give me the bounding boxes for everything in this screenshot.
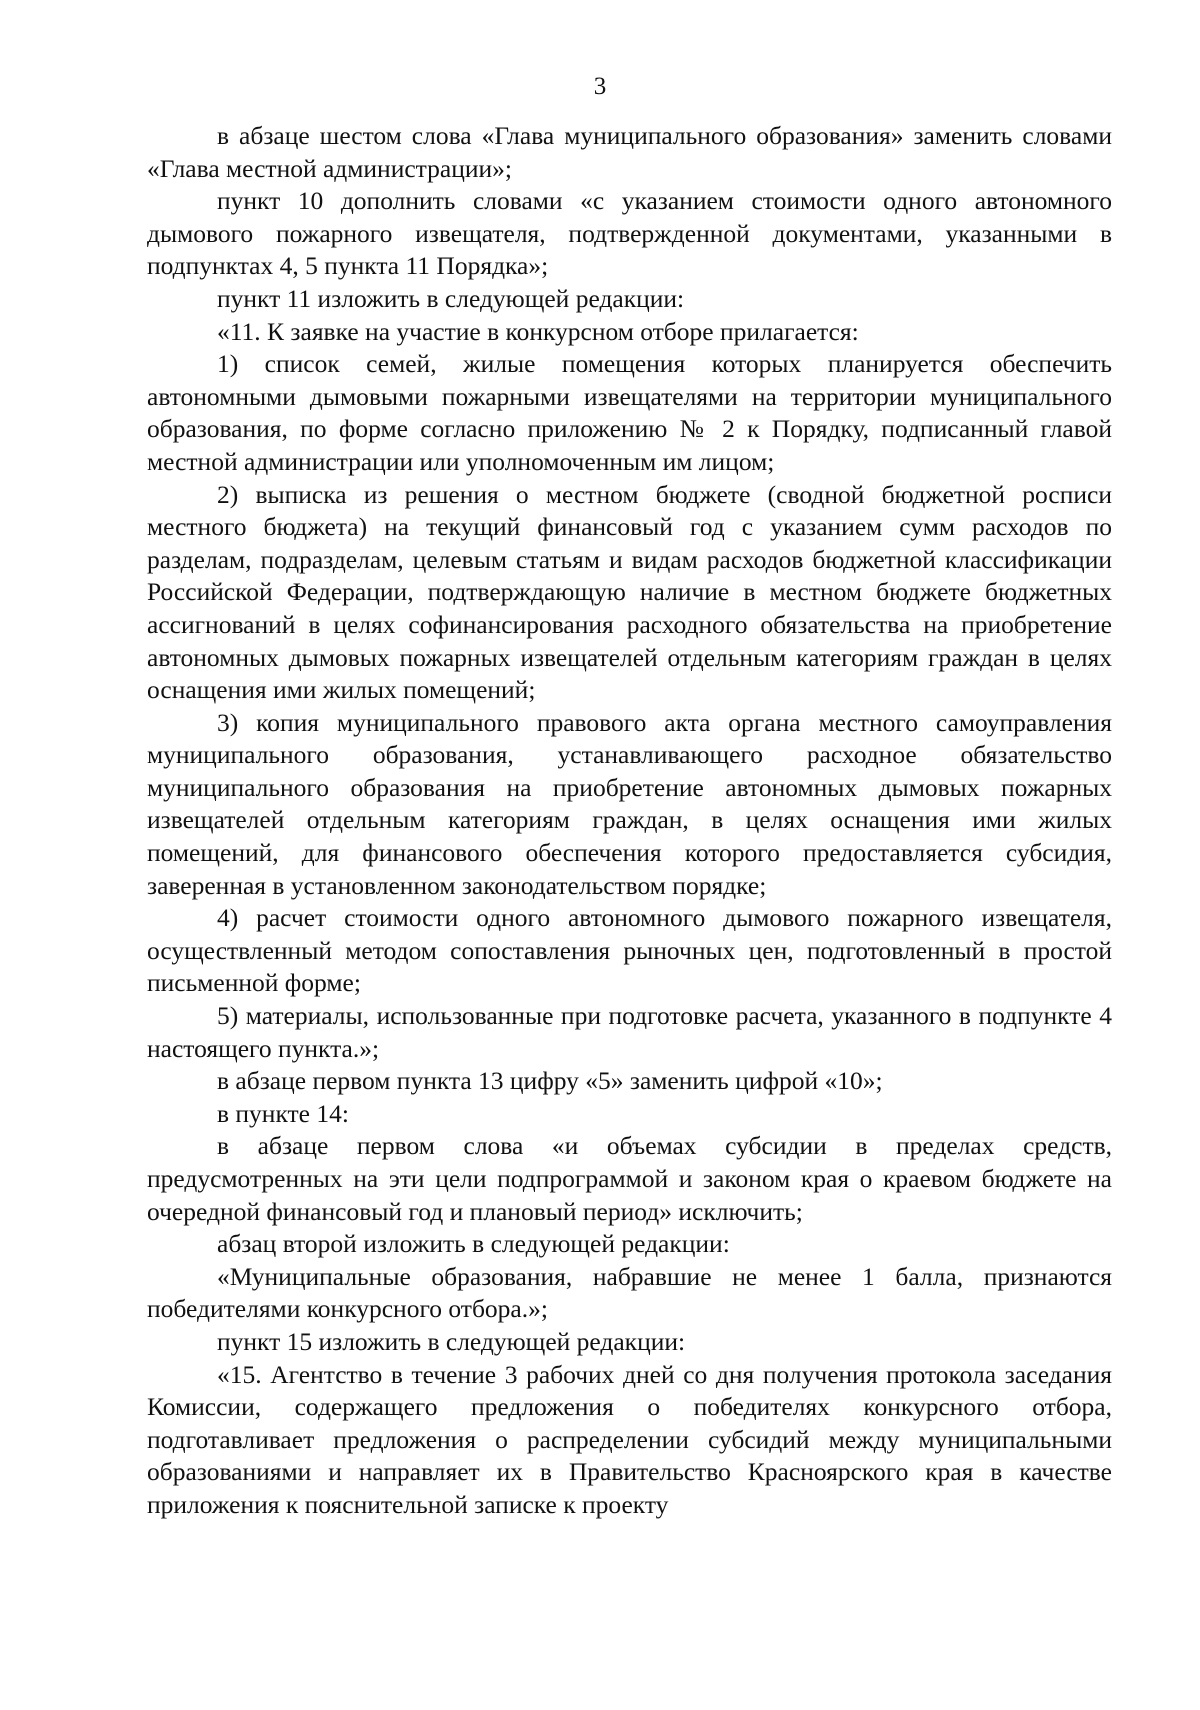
list-item-2: 2) выписка из решения о местном бюджете (сводной бюджетной росписи местного бюджета) на текущий финансовый год с указанием сумм расходов по разделам, подразделам, целевым статьям и видам расходов бюджетной классификации Российской Федерации, подтверждающую наличие в местном бюджете бюджетных ассигнований в целях софинансирования расходного обязательства на приобретение автономных дымовых пожарных извещателей отдельным категориям граждан в целях оснащения ими жилых помещений; — [147, 479, 1112, 705]
paragraph-last: «15. Агентство в течение 3 рабочих дней со дня получения протокола заседания Комиссии, содержащего предложения о победителях конкурсного отбора, подготавливает предложения о распределении субсидий между муниципальными образованиями и направляет их в Правительство Красноярского края в качестве приложения к пояснительной записке к проекту — [147, 1359, 1112, 1519]
paragraph: в абзаце шестом слова «Глава муниципального образования» заменить словами «Глава местной администрации»; — [147, 121, 1112, 183]
page-number: 3 — [593, 73, 607, 100]
paragraph: абзац второй изложить в следующей редакции: — [217, 1229, 730, 1259]
paragraph: «Муниципальные образования, набравшие не менее 1 балла, признаются победителями конкурсного отбора.»; — [147, 1261, 1112, 1324]
paragraph: пункт 10 дополнить словами «с указанием стоимости одного автономного дымового пожарного извещателя, подтвержденной документами, указанными в подпунктах 4, 5 пункта 11 Порядка»; — [147, 186, 1112, 281]
paragraph: пункт 15 изложить в следующей редакции: — [217, 1326, 686, 1356]
paragraph: пункт 11 изложить в следующей редакции: — [217, 283, 685, 313]
list-item-3: 3) копия муниципального правового акта органа местного самоуправления муниципального образования, устанавливающего расходное обязательство муниципального образования на приобретение автономных дымовых пожарных извещателей отдельным категориям граждан, в целях оснащения ими жилых помещений, для финансового обеспечения которого предоставляется субсидия, заверенная в установленном законодательством порядке; — [147, 707, 1112, 900]
paragraph: в пункте 14: — [217, 1098, 349, 1128]
list-item-5: 5) материалы, использованные при подготовке расчета, указанного в подпункте 4 настоящего пункта.»; — [147, 1001, 1112, 1063]
list-item-4: 4) расчет стоимости одного автономного дымового пожарного извещателя, осуществленный методом сопоставления рыночных цен, подготовленный в простой письменной форме; — [147, 903, 1112, 998]
paragraph: в абзаце первом слова «и объемах субсидии в пределах средств, предусмотренных на эти цели подпрограммой и законом края о краевом бюджете на очередной финансовый год и плановый период» исключить; — [147, 1131, 1112, 1226]
paragraph: «11. К заявке на участие в конкурсном отборе прилагается: — [217, 316, 859, 346]
paragraph: в абзаце первом пункта 13 цифру «5» заменить цифрой «10»; — [217, 1066, 883, 1096]
document-body — [147, 120, 1112, 1522]
list-item-1: 1) список семей, жилые помещения которых планируется обеспечить автономными дымовыми пожарными извещателями на территории муниципального образования, по форме согласно приложению № 2 к Порядку, подписанный главой местной администрации или уполномоченным им лицом; — [147, 349, 1112, 476]
